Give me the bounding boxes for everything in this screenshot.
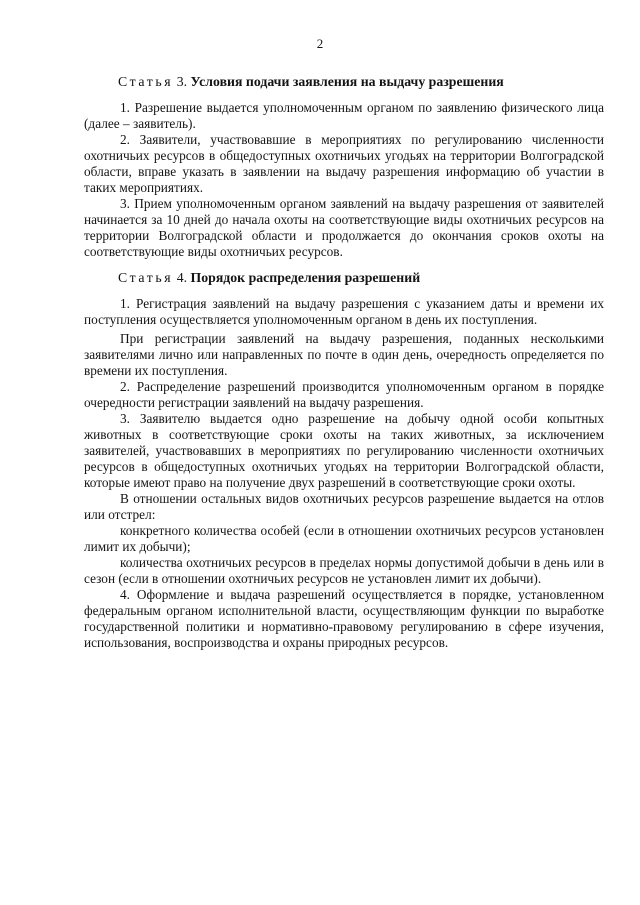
article-4-title: Порядок распределения разрешений <box>190 270 421 285</box>
article-3-heading <box>118 74 604 90</box>
article-4-paragraph: В отношении остальных видов охотничьих ресурсов разрешение выдается на отлов или отстрел: <box>84 491 604 522</box>
article-4-heading <box>118 270 604 286</box>
article-3-prefix: Статья <box>118 74 174 89</box>
article-3-number: 3. <box>176 74 188 89</box>
document-body <box>84 74 604 651</box>
article-4-paragraph: 1. Регистрация заявлений на выдачу разрешения с указанием даты и времени их поступления осуществляется уполномоченным органом в день их поступления. <box>84 296 604 327</box>
article-4-number: 4. <box>176 270 188 285</box>
page-number: 2 <box>316 36 324 51</box>
article-4-paragraph: При регистрации заявлений на выдачу разрешения, поданных несколькими заявителями лично или направленных по почте в один день, очередность определяется по времени их поступления. <box>84 331 604 378</box>
article-4-prefix: Статья <box>118 270 174 285</box>
article-3-title: Условия подачи заявления на выдачу разрешения <box>190 74 504 89</box>
article-3-paragraph: 1. Разрешение выдается уполномоченным органом по заявлению физического лица (далее – заявитель). <box>84 100 604 131</box>
article-4-paragraph: 3. Заявителю выдается одно разрешение на добычу одной особи копытных животных в соответствующие сроки охоты на таких животных, за исключением заявителей, участвовавших в мероприятиях по регулированию численности охотничьих ресурсов в общедоступных охотничьих угодьях на территории Волгоградской области, которые имеют право на получение двух разрешений в соответствующие сроки охоты. <box>84 411 604 490</box>
article-4-paragraph: конкретного количества особей (если в отношении охотничьих ресурсов установлен лимит их добычи); <box>84 523 604 554</box>
article-4-paragraph: количества охотничьих ресурсов в пределах нормы допустимой добычи в день или в сезон (если в отношении охотничьих ресурсов не установлен лимит их добычи). <box>84 555 604 586</box>
article-3-paragraph: 3. Прием уполномоченным органом заявлений на выдачу разрешения от заявителей начинается за 10 дней до начала охоты на соответствующие виды охотничьих ресурсов на территории Волгоградской области и продолжается до окончания сроков охоты на соответствующие виды охотничьих ресурсов. <box>84 196 604 259</box>
article-4-paragraph: 4. Оформление и выдача разрешений осуществляется в порядке, установленном федеральным органом исполнительной власти, осуществляющим функции по выработке государственной политики и нормативно-правовому регулированию в сфере изучения, использования, воспроизводства и охраны природных ресурсов. <box>84 587 604 650</box>
article-3-paragraph: 2. Заявители, участвовавшие в мероприятиях по регулированию численности охотничьих ресурсов в общедоступных охотничьих угодьях на территории Волгоградской области, вправе указать в заявлении на выдачу разрешения информацию об участии в таких мероприятиях. <box>84 132 604 195</box>
article-4-paragraph: 2. Распределение разрешений производится уполномоченным органом в порядке очередности регистрации заявлений на выдачу разрешения. <box>84 379 604 410</box>
